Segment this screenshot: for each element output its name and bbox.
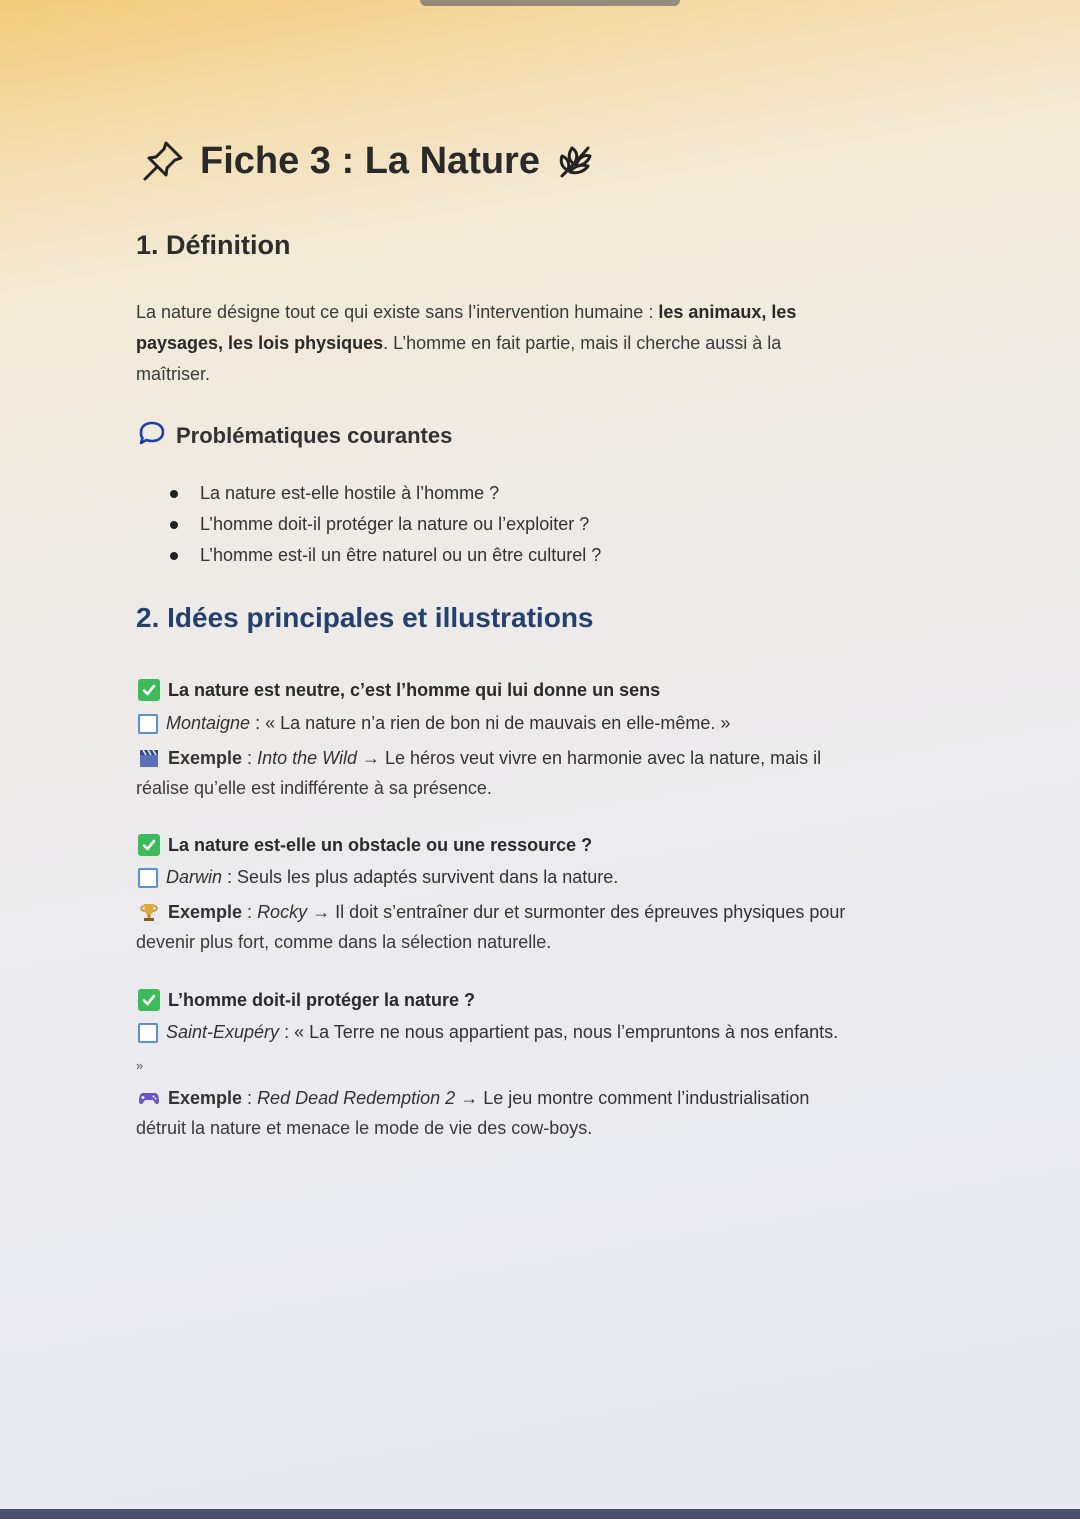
book-icon — [138, 714, 158, 734]
definition-text-1: La nature désigne tout ce qui existe sans l’intervention humaine : — [136, 302, 659, 322]
idea-2-example: Exemple : Rocky → Il doit s’entraîner dur et surmonter des épreuves physiques pour — [138, 901, 845, 923]
idea-1-author: Montaigne — [166, 713, 251, 733]
list-item: L’homme doit-il protéger la nature ou l’exploiter ? — [168, 509, 601, 540]
definition-paragraph — [136, 297, 936, 390]
herb-icon — [554, 140, 596, 182]
clapper-icon — [138, 747, 160, 769]
book-icon — [138, 1023, 158, 1043]
trophy-icon — [138, 901, 160, 923]
page-title — [140, 138, 596, 184]
idea-3-title: L’homme doit-il protéger la nature ? — [138, 989, 475, 1011]
problematiques-heading — [138, 420, 452, 452]
idea-1-example: Exemple : Into the Wild → Le héros veut vivre en harmonie avec la nature, mais il — [138, 747, 821, 769]
idea-3-example: Exemple : Red Dead Redemption 2 → Le jeu montre comment l’industrialisation — [138, 1087, 809, 1109]
problematiques-list — [168, 478, 601, 571]
top-bar — [420, 0, 680, 6]
book-icon — [138, 868, 158, 888]
idea-2-quote: Darwin : Seuls les plus adaptés survivent dans la nature. — [138, 867, 618, 888]
title-text: Fiche 3 : La Nature — [200, 139, 540, 182]
definition-text-2: . L’homme en fait partie, mais il cherche aussi à la — [383, 333, 782, 353]
idea-3-quote-close: » — [136, 1058, 144, 1073]
idea-2-author: Darwin — [166, 867, 223, 887]
idea-3-quote: Saint-Exupéry : « La Terre ne nous appartient pas, nous l’empruntons à nos enfants. — [138, 1022, 838, 1043]
definition-bold-2: paysages, les lois physiques — [136, 333, 384, 353]
idea-3-example-continued: détruit la nature et menace le mode de vie des cow-boys. — [136, 1118, 593, 1138]
definition-bold-1: les animaux, les — [658, 302, 797, 322]
idea-2-example-continued: devenir plus fort, comme dans la sélection naturelle. — [136, 932, 552, 952]
list-item: La nature est-elle hostile à l’homme ? — [168, 478, 601, 509]
idea-3-author: Saint-Exupéry — [166, 1022, 280, 1042]
idea-1-quote: Montaigne : « La nature n’a rien de bon ni de mauvais en elle-même. » — [138, 713, 730, 734]
check-mark-icon — [138, 679, 160, 701]
bottom-strip — [0, 1509, 1080, 1519]
list-item: L’homme est-il un être naturel ou un être culturel ? — [168, 540, 601, 571]
section-definition-heading: 1. Définition — [136, 230, 291, 260]
speech-bubble-icon — [138, 420, 166, 452]
idea-1-title: La nature est neutre, c’est l’homme qui lui donne un sens — [138, 679, 660, 701]
definition-text-3: maîtriser. — [136, 364, 211, 384]
gamepad-icon — [138, 1087, 160, 1109]
idea-1-example-continued: réalise qu’elle est indifférente à sa présence. — [136, 778, 492, 798]
pushpin-icon — [140, 138, 186, 184]
check-mark-icon — [138, 989, 160, 1011]
problematiques-heading-text: Problématiques courantes — [176, 423, 453, 448]
section-ideas-heading: 2. Idées principales et illustrations — [136, 602, 594, 633]
idea-2-title: La nature est-elle un obstacle ou une ressource ? — [138, 834, 592, 856]
check-mark-icon — [138, 834, 160, 856]
